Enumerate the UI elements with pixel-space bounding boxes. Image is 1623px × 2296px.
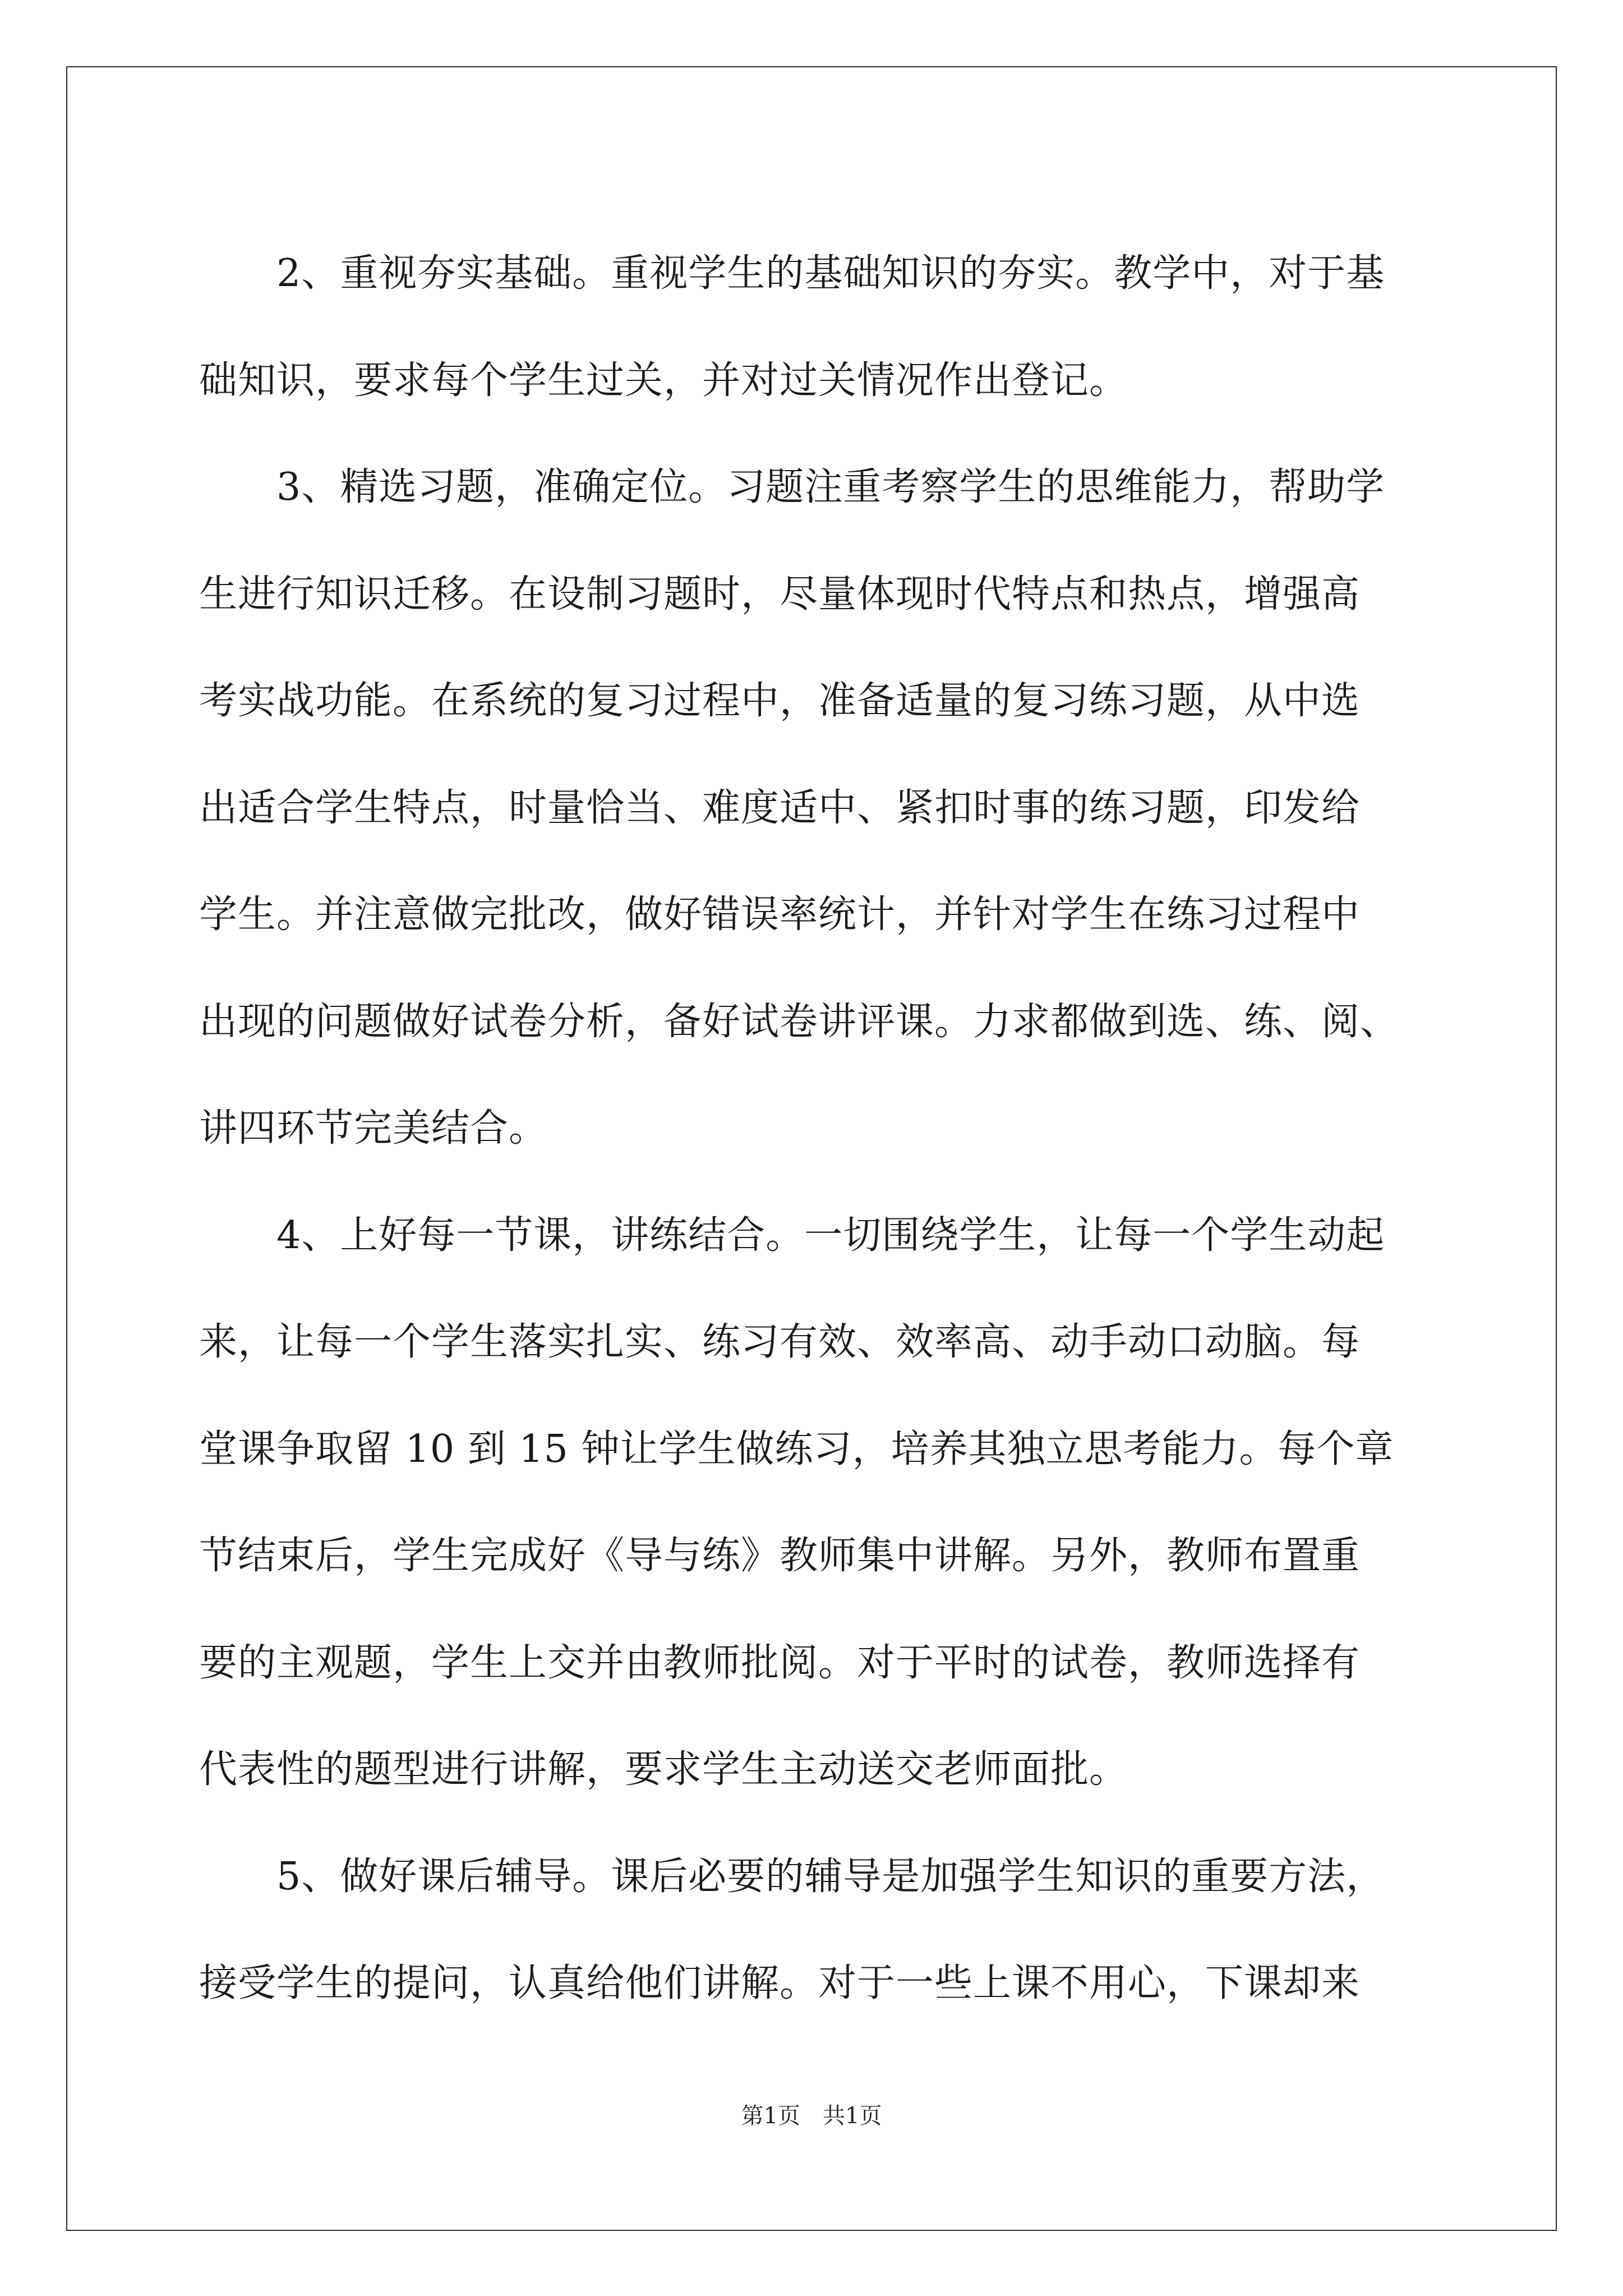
paragraph-4 xyxy=(199,1182,1433,1824)
paragraph-2 xyxy=(199,220,1433,434)
text-line: 5、做好课后辅导。课后必要的辅导是加强学生知识的重要方法， xyxy=(199,1854,1385,1899)
document-body xyxy=(199,220,1433,2037)
paragraph-3 xyxy=(199,434,1433,1182)
text-line: 堂课争取留 10 到 15 钟让学生做练习，培养其独立思考能力。每个章 xyxy=(199,1427,1394,1471)
page-footer: 第1页 共1页 xyxy=(741,2103,882,2129)
text-line: 4、上好每一节课，讲练结合。一切围绕学生，让每一个学生动起 xyxy=(199,1213,1385,1258)
text-line: 出适合学生特点，时量恰当、难度适中、紧扣时事的练习题，印发给 xyxy=(199,785,1361,830)
text-line: 2、重视夯实基础。重视学生的基础知识的夯实。教学中，对于基 xyxy=(199,251,1385,296)
text-line: 生进行知识迁移。在设制习题时，尽量体现时代特点和热点，增强高 xyxy=(199,572,1361,616)
text-line: 要的主观题，学生上交并由教师批阅。对于平时的试卷，教师选择有 xyxy=(199,1640,1361,1685)
text-line: 3、精选习题，准确定位。习题注重考察学生的思维能力，帮助学 xyxy=(199,465,1385,509)
text-line: 代表性的题型进行讲解，要求学生主动送交老师面批。 xyxy=(199,1747,1128,1792)
paragraph-5 xyxy=(199,1824,1433,2037)
text-line: 础知识，要求每个学生过关，并对过关情况作出登记。 xyxy=(199,358,1128,403)
text-line: 出现的问题做好试卷分析，备好试卷讲评课。力求都做到选、练、阅、 xyxy=(199,999,1399,1044)
text-line: 考实战功能。在系统的复习过程中，准备适量的复习练习题，从中选 xyxy=(199,679,1361,723)
text-line: 讲四环节完美结合。 xyxy=(199,1106,548,1151)
text-line: 来，让每一个学生落实扎实、练习有效、效率高、动手动口动脑。每 xyxy=(199,1320,1361,1364)
text-line: 学生。并注意做完批改，做好错误率统计，并针对学生在练习过程中 xyxy=(199,892,1361,937)
text-line: 接受学生的提问，认真给他们讲解。对于一些上课不用心，下课却来 xyxy=(199,1961,1361,2005)
text-line: 节结束后，学生完成好《导与练》教师集中讲解。另外，教师布置重 xyxy=(199,1534,1361,1578)
